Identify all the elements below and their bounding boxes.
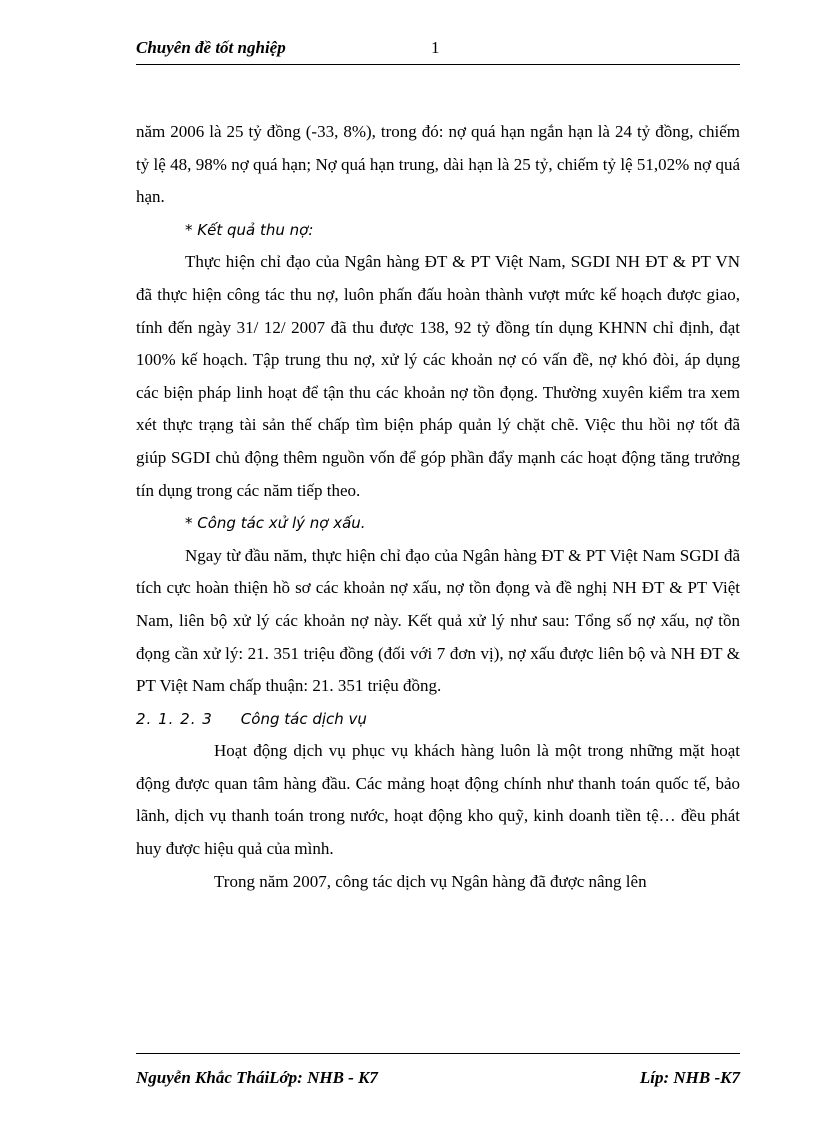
subheading-debt-collection: * Kết quả thu nợ: bbox=[185, 220, 314, 239]
paragraph-services-2007: Trong năm 2007, công tác dịch vụ Ngân hàng đã được nâng lên bbox=[214, 871, 647, 891]
page-number: 1 bbox=[431, 38, 440, 57]
header-title: Chuyên đề tốt nghiệp bbox=[136, 38, 286, 57]
paragraph-overdue-debt: năm 2006 là 25 tỷ đồng (-33, 8%), trong đó: nợ quá hạn ngắn hạn là 24 tỷ đồng, chiếm tỷ lệ 48, 98% nợ quá hạn; Nợ quá hạn trung, dài hạn là 25 tỷ, chiếm tỷ lệ 51,02% nợ quá hạn. bbox=[136, 122, 740, 207]
page-header bbox=[136, 38, 740, 65]
document-body bbox=[136, 116, 740, 898]
section-number: 2. 1. 2. 3 bbox=[136, 709, 213, 728]
footer-class: Líp: NHB -K7 bbox=[639, 1068, 740, 1087]
section-heading bbox=[136, 703, 740, 736]
page-footer bbox=[136, 1053, 740, 1087]
paragraph-bad-debt: Ngay từ đầu năm, thực hiện chỉ đạo của Ngân hàng ĐT & PT Việt Nam SGDI đã tích cực hoàn thiện hồ sơ các khoản nợ xấu, nợ tồn đọng và đề nghị NH ĐT & PT Việt Nam, liên bộ xử lý các khoản nợ này. Kết quả xử lý như sau: Tổng số nợ xấu, nợ tồn đọng cần xử lý: 21. 351 triệu đồng (đối với 7 đơn vị), nợ xấu được liên bộ và NH ĐT & PT Việt Nam chấp thuận: 21. 351 triệu đồng. bbox=[136, 545, 740, 696]
footer-author: Nguyễn Khắc TháiLớp: NHB - K7 bbox=[136, 1068, 378, 1087]
section-title: Công tác dịch vụ bbox=[240, 709, 367, 728]
subheading-bad-debt: * Công tác xử lý nợ xấu. bbox=[185, 514, 366, 533]
paragraph-services: Hoạt động dịch vụ phục vụ khách hàng luôn là một trong những mặt hoạt động được quan tâm hàng đầu. Các mảng hoạt động chính như thanh toán quốc tế, bảo lãnh, dịch vụ thanh toán trong nước, hoạt động kho quỹ, kinh doanh tiền tệ… đều phát huy được hiệu quả của mình. bbox=[136, 741, 740, 859]
paragraph-debt-collection: Thực hiện chỉ đạo của Ngân hàng ĐT & PT Việt Nam, SGDI NH ĐT & PT VN đã thực hiện công tác thu nợ, luôn phấn đấu hoàn thành vượt mức kế hoạch được giao, tính đến ngày 31/ 12/ 2007 đã thu được 138, 92 tỷ đồng tín dụng KHNN chỉ định, đạt 100% kế hoạch. Tập trung thu nợ, xử lý các khoản nợ có vấn đề, nợ khó đòi, áp dụng các biện pháp linh hoạt để tận thu các khoản nợ tồn đọng. Thường xuyên kiểm tra xem xét thực trạng tài sản thế chấp tìm biện pháp quản lý chặt chẽ. Việc thu hồi nợ tốt đã giúp SGDI chủ động thêm nguồn vốn để góp phần đẩy mạnh các hoạt động tăng trưởng tín dụng trong các năm tiếp theo. bbox=[136, 252, 740, 500]
